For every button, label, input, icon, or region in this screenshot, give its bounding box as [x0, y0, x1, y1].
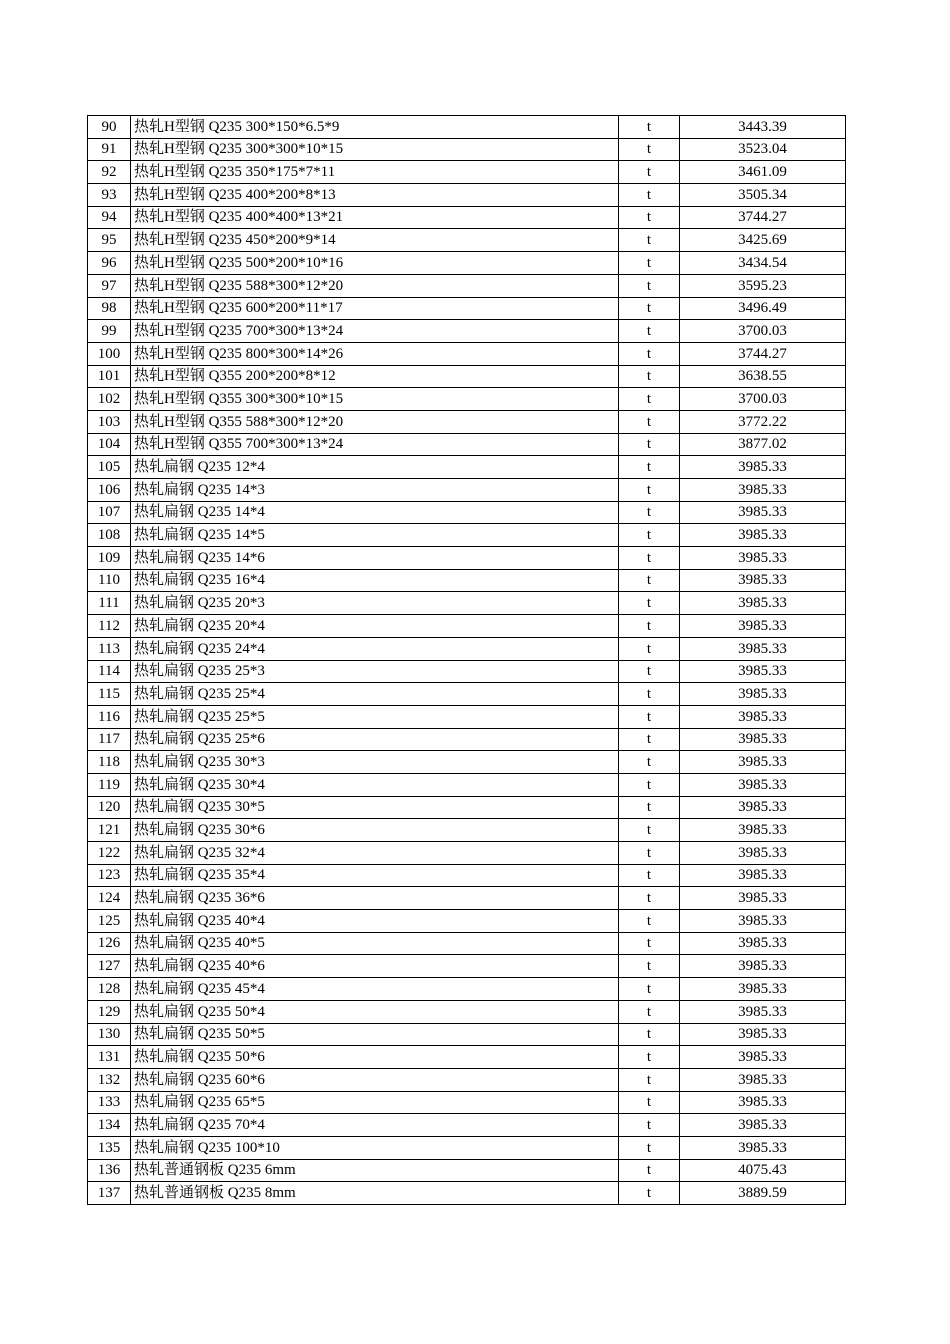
table-row	[88, 138, 846, 161]
material-name-cell: 热轧H型钢 Q355 700*300*13*24	[131, 433, 619, 456]
unit-cell: t	[619, 479, 680, 502]
material-name-cell: 热轧扁钢 Q235 25*3	[131, 660, 619, 683]
price-cell: 3985.33	[680, 910, 846, 933]
unit-cell: t	[619, 1068, 680, 1091]
unit-cell: t	[619, 615, 680, 638]
price-cell: 3985.33	[680, 705, 846, 728]
row-number-cell: 116	[88, 705, 131, 728]
material-name-cell: 热轧扁钢 Q235 20*4	[131, 615, 619, 638]
price-cell: 3985.33	[680, 524, 846, 547]
table-row	[88, 1159, 846, 1182]
unit-cell: t	[619, 410, 680, 433]
row-number-cell: 121	[88, 819, 131, 842]
row-number-cell: 119	[88, 773, 131, 796]
unit-cell: t	[619, 864, 680, 887]
price-cell: 3985.33	[680, 864, 846, 887]
row-number-cell: 117	[88, 728, 131, 751]
table-row	[88, 1000, 846, 1023]
price-cell: 3877.02	[680, 433, 846, 456]
table-row	[88, 978, 846, 1001]
unit-cell: t	[619, 1182, 680, 1205]
material-name-cell: 热轧扁钢 Q235 40*4	[131, 910, 619, 933]
row-number-cell: 112	[88, 615, 131, 638]
row-number-cell: 137	[88, 1182, 131, 1205]
price-cell: 3985.33	[680, 1068, 846, 1091]
price-cell: 3985.33	[680, 1023, 846, 1046]
row-number-cell: 95	[88, 229, 131, 252]
table-row	[88, 365, 846, 388]
material-name-cell: 热轧H型钢 Q235 588*300*12*20	[131, 274, 619, 297]
table-row	[88, 229, 846, 252]
price-cell: 3985.33	[680, 773, 846, 796]
material-name-cell: 热轧H型钢 Q355 300*300*10*15	[131, 388, 619, 411]
material-name-cell: 热轧普通钢板 Q235 8mm	[131, 1182, 619, 1205]
material-name-cell: 热轧扁钢 Q235 14*3	[131, 479, 619, 502]
unit-cell: t	[619, 1114, 680, 1137]
material-name-cell: 热轧扁钢 Q235 12*4	[131, 456, 619, 479]
price-cell: 3985.33	[680, 547, 846, 570]
row-number-cell: 120	[88, 796, 131, 819]
material-name-cell: 热轧扁钢 Q235 24*4	[131, 637, 619, 660]
row-number-cell: 108	[88, 524, 131, 547]
table-row	[88, 274, 846, 297]
unit-cell: t	[619, 161, 680, 184]
material-name-cell: 热轧H型钢 Q235 350*175*7*11	[131, 161, 619, 184]
unit-cell: t	[619, 116, 680, 139]
row-number-cell: 129	[88, 1000, 131, 1023]
material-name-cell: 热轧扁钢 Q235 25*4	[131, 683, 619, 706]
unit-cell: t	[619, 773, 680, 796]
row-number-cell: 96	[88, 252, 131, 275]
unit-cell: t	[619, 1091, 680, 1114]
row-number-cell: 125	[88, 910, 131, 933]
price-cell: 3985.33	[680, 683, 846, 706]
price-sheet	[87, 115, 846, 1205]
row-number-cell: 132	[88, 1068, 131, 1091]
table-row	[88, 1023, 846, 1046]
row-number-cell: 128	[88, 978, 131, 1001]
material-name-cell: 热轧H型钢 Q235 700*300*13*24	[131, 320, 619, 343]
price-cell: 3434.54	[680, 252, 846, 275]
unit-cell: t	[619, 184, 680, 207]
price-cell: 3985.33	[680, 842, 846, 865]
price-cell: 3505.34	[680, 184, 846, 207]
table-row	[88, 433, 846, 456]
price-cell: 3985.33	[680, 1114, 846, 1137]
material-name-cell: 热轧扁钢 Q235 14*6	[131, 547, 619, 570]
table-row	[88, 932, 846, 955]
price-cell: 3985.33	[680, 660, 846, 683]
row-number-cell: 104	[88, 433, 131, 456]
material-name-cell: 热轧扁钢 Q235 25*6	[131, 728, 619, 751]
unit-cell: t	[619, 1046, 680, 1069]
unit-cell: t	[619, 433, 680, 456]
material-name-cell: 热轧扁钢 Q235 40*5	[131, 932, 619, 955]
table-row	[88, 705, 846, 728]
row-number-cell: 100	[88, 342, 131, 365]
row-number-cell: 113	[88, 637, 131, 660]
material-name-cell: 热轧H型钢 Q355 200*200*8*12	[131, 365, 619, 388]
table-row	[88, 456, 846, 479]
table-row	[88, 1068, 846, 1091]
table-row	[88, 1046, 846, 1069]
unit-cell: t	[619, 796, 680, 819]
material-name-cell: 热轧扁钢 Q235 100*10	[131, 1136, 619, 1159]
material-name-cell: 热轧扁钢 Q235 36*6	[131, 887, 619, 910]
unit-cell: t	[619, 252, 680, 275]
unit-cell: t	[619, 1023, 680, 1046]
price-cell: 3985.33	[680, 819, 846, 842]
price-cell: 3985.33	[680, 1046, 846, 1069]
table-row	[88, 116, 846, 139]
material-name-cell: 热轧H型钢 Q235 500*200*10*16	[131, 252, 619, 275]
unit-cell: t	[619, 683, 680, 706]
row-number-cell: 131	[88, 1046, 131, 1069]
row-number-cell: 123	[88, 864, 131, 887]
price-cell: 3985.33	[680, 887, 846, 910]
material-name-cell: 热轧扁钢 Q235 40*6	[131, 955, 619, 978]
table-row	[88, 773, 846, 796]
table-row	[88, 547, 846, 570]
price-cell: 3443.39	[680, 116, 846, 139]
unit-cell: t	[619, 524, 680, 547]
table-row	[88, 864, 846, 887]
price-cell: 3985.33	[680, 456, 846, 479]
row-number-cell: 114	[88, 660, 131, 683]
unit-cell: t	[619, 1136, 680, 1159]
row-number-cell: 97	[88, 274, 131, 297]
price-cell: 3461.09	[680, 161, 846, 184]
table-row	[88, 1091, 846, 1114]
material-name-cell: 热轧扁钢 Q235 14*5	[131, 524, 619, 547]
unit-cell: t	[619, 592, 680, 615]
material-name-cell: 热轧扁钢 Q235 30*6	[131, 819, 619, 842]
table-row	[88, 592, 846, 615]
table-row	[88, 683, 846, 706]
unit-cell: t	[619, 297, 680, 320]
row-number-cell: 118	[88, 751, 131, 774]
table-row	[88, 615, 846, 638]
unit-cell: t	[619, 501, 680, 524]
table-row	[88, 910, 846, 933]
price-cell: 3985.33	[680, 751, 846, 774]
price-cell: 3985.33	[680, 978, 846, 1001]
unit-cell: t	[619, 569, 680, 592]
table-row	[88, 184, 846, 207]
material-name-cell: 热轧扁钢 Q235 32*4	[131, 842, 619, 865]
material-name-cell: 热轧H型钢 Q235 600*200*11*17	[131, 297, 619, 320]
table-row	[88, 1182, 846, 1205]
price-cell: 3985.33	[680, 592, 846, 615]
row-number-cell: 115	[88, 683, 131, 706]
price-cell: 3638.55	[680, 365, 846, 388]
row-number-cell: 101	[88, 365, 131, 388]
table-row	[88, 342, 846, 365]
material-name-cell: 热轧H型钢 Q235 450*200*9*14	[131, 229, 619, 252]
price-cell: 3985.33	[680, 1000, 846, 1023]
table-body	[88, 116, 846, 1205]
table-row	[88, 728, 846, 751]
table-row	[88, 410, 846, 433]
unit-cell: t	[619, 751, 680, 774]
material-name-cell: 热轧H型钢 Q235 400*400*13*21	[131, 206, 619, 229]
unit-cell: t	[619, 660, 680, 683]
table-row	[88, 660, 846, 683]
table-row	[88, 501, 846, 524]
price-cell: 3496.49	[680, 297, 846, 320]
table-row	[88, 479, 846, 502]
unit-cell: t	[619, 320, 680, 343]
unit-cell: t	[619, 547, 680, 570]
table-row	[88, 887, 846, 910]
unit-cell: t	[619, 342, 680, 365]
material-name-cell: 热轧H型钢 Q235 300*300*10*15	[131, 138, 619, 161]
price-cell: 3700.03	[680, 320, 846, 343]
material-name-cell: 热轧扁钢 Q235 25*5	[131, 705, 619, 728]
unit-cell: t	[619, 932, 680, 955]
row-number-cell: 126	[88, 932, 131, 955]
price-table	[87, 115, 846, 1205]
price-cell: 4075.43	[680, 1159, 846, 1182]
unit-cell: t	[619, 705, 680, 728]
unit-cell: t	[619, 887, 680, 910]
material-name-cell: 热轧扁钢 Q235 65*5	[131, 1091, 619, 1114]
unit-cell: t	[619, 274, 680, 297]
price-cell: 3985.33	[680, 501, 846, 524]
row-number-cell: 136	[88, 1159, 131, 1182]
material-name-cell: 热轧扁钢 Q235 30*5	[131, 796, 619, 819]
table-row	[88, 637, 846, 660]
row-number-cell: 127	[88, 955, 131, 978]
row-number-cell: 124	[88, 887, 131, 910]
row-number-cell: 103	[88, 410, 131, 433]
table-row	[88, 524, 846, 547]
price-cell: 3985.33	[680, 637, 846, 660]
material-name-cell: 热轧H型钢 Q355 588*300*12*20	[131, 410, 619, 433]
material-name-cell: 热轧扁钢 Q235 50*5	[131, 1023, 619, 1046]
row-number-cell: 106	[88, 479, 131, 502]
unit-cell: t	[619, 365, 680, 388]
unit-cell: t	[619, 1000, 680, 1023]
table-row	[88, 819, 846, 842]
price-cell: 3744.27	[680, 206, 846, 229]
price-cell: 3523.04	[680, 138, 846, 161]
price-cell: 3700.03	[680, 388, 846, 411]
price-cell: 3985.33	[680, 479, 846, 502]
material-name-cell: 热轧扁钢 Q235 45*4	[131, 978, 619, 1001]
material-name-cell: 热轧扁钢 Q235 50*4	[131, 1000, 619, 1023]
material-name-cell: 热轧H型钢 Q235 300*150*6.5*9	[131, 116, 619, 139]
unit-cell: t	[619, 138, 680, 161]
table-row	[88, 252, 846, 275]
row-number-cell: 133	[88, 1091, 131, 1114]
price-cell: 3985.33	[680, 955, 846, 978]
row-number-cell: 134	[88, 1114, 131, 1137]
row-number-cell: 92	[88, 161, 131, 184]
table-row	[88, 751, 846, 774]
row-number-cell: 111	[88, 592, 131, 615]
price-cell: 3889.59	[680, 1182, 846, 1205]
row-number-cell: 94	[88, 206, 131, 229]
price-cell: 3595.23	[680, 274, 846, 297]
material-name-cell: 热轧扁钢 Q235 50*6	[131, 1046, 619, 1069]
table-row	[88, 161, 846, 184]
row-number-cell: 99	[88, 320, 131, 343]
row-number-cell: 107	[88, 501, 131, 524]
price-cell: 3985.33	[680, 932, 846, 955]
table-row	[88, 1136, 846, 1159]
table-row	[88, 842, 846, 865]
unit-cell: t	[619, 229, 680, 252]
material-name-cell: 热轧扁钢 Q235 35*4	[131, 864, 619, 887]
material-name-cell: 热轧扁钢 Q235 70*4	[131, 1114, 619, 1137]
row-number-cell: 91	[88, 138, 131, 161]
row-number-cell: 109	[88, 547, 131, 570]
price-cell: 3985.33	[680, 1091, 846, 1114]
unit-cell: t	[619, 819, 680, 842]
price-cell: 3425.69	[680, 229, 846, 252]
price-cell: 3985.33	[680, 1136, 846, 1159]
row-number-cell: 135	[88, 1136, 131, 1159]
row-number-cell: 122	[88, 842, 131, 865]
row-number-cell: 105	[88, 456, 131, 479]
material-name-cell: 热轧扁钢 Q235 14*4	[131, 501, 619, 524]
table-row	[88, 1114, 846, 1137]
table-row	[88, 388, 846, 411]
table-row	[88, 206, 846, 229]
unit-cell: t	[619, 456, 680, 479]
unit-cell: t	[619, 1159, 680, 1182]
unit-cell: t	[619, 955, 680, 978]
material-name-cell: 热轧H型钢 Q235 400*200*8*13	[131, 184, 619, 207]
table-row	[88, 297, 846, 320]
table-row	[88, 320, 846, 343]
price-cell: 3772.22	[680, 410, 846, 433]
table-row	[88, 796, 846, 819]
material-name-cell: 热轧普通钢板 Q235 6mm	[131, 1159, 619, 1182]
price-cell: 3985.33	[680, 796, 846, 819]
row-number-cell: 93	[88, 184, 131, 207]
unit-cell: t	[619, 910, 680, 933]
price-cell: 3985.33	[680, 615, 846, 638]
row-number-cell: 98	[88, 297, 131, 320]
row-number-cell: 102	[88, 388, 131, 411]
material-name-cell: 热轧扁钢 Q235 30*4	[131, 773, 619, 796]
material-name-cell: 热轧扁钢 Q235 30*3	[131, 751, 619, 774]
price-cell: 3744.27	[680, 342, 846, 365]
material-name-cell: 热轧扁钢 Q235 60*6	[131, 1068, 619, 1091]
row-number-cell: 110	[88, 569, 131, 592]
unit-cell: t	[619, 206, 680, 229]
material-name-cell: 热轧扁钢 Q235 16*4	[131, 569, 619, 592]
price-cell: 3985.33	[680, 569, 846, 592]
unit-cell: t	[619, 842, 680, 865]
table-row	[88, 569, 846, 592]
unit-cell: t	[619, 728, 680, 751]
unit-cell: t	[619, 978, 680, 1001]
material-name-cell: 热轧H型钢 Q235 800*300*14*26	[131, 342, 619, 365]
unit-cell: t	[619, 388, 680, 411]
row-number-cell: 90	[88, 116, 131, 139]
row-number-cell: 130	[88, 1023, 131, 1046]
price-cell: 3985.33	[680, 728, 846, 751]
material-name-cell: 热轧扁钢 Q235 20*3	[131, 592, 619, 615]
unit-cell: t	[619, 637, 680, 660]
table-row	[88, 955, 846, 978]
